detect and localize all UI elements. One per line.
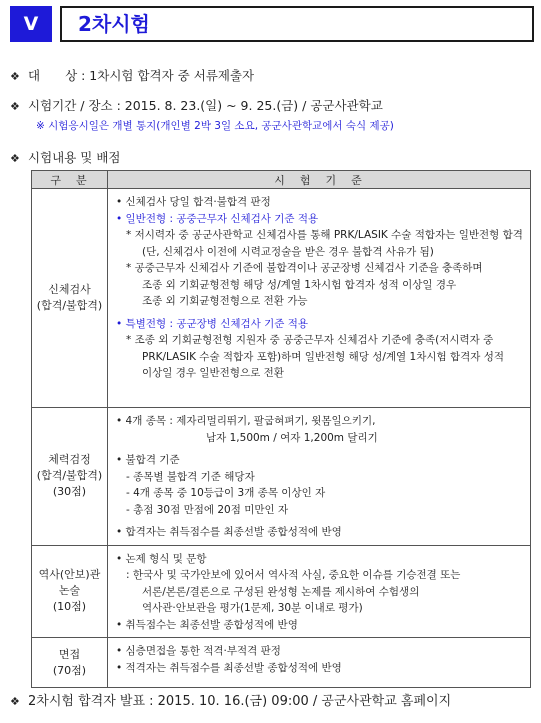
content-text: 시험내용 및 배점 <box>28 150 121 165</box>
table-row <box>32 638 531 688</box>
row-label <box>32 545 108 638</box>
row-label-line: (30점) <box>52 485 87 499</box>
row-content <box>108 189 531 408</box>
criteria-line: : 한국사 및 국가안보에 있어서 역사적 사실, 중요한 이슈를 기승전결 또는 <box>126 569 461 581</box>
criteria-line: * 저시력자 중 공군사관학교 신체검사를 통해 PRK/LASIK 수술 적합자는 일반전형 합격 <box>126 229 523 241</box>
announce-text: 2차시험 합격자 발표 : 2015. 10. 16.(금) 09:00 / 공군사관학교 홈페이지 <box>28 694 452 709</box>
row-label-line: 논술 <box>58 584 81 598</box>
row-label <box>32 408 108 546</box>
criteria-line: • 논제 형식 및 문항 <box>116 552 207 565</box>
criteria-line: 남자 1,500m / 여자 1,200m 달리기 <box>206 431 378 444</box>
criteria-line: • 적격자는 취득점수를 최종선발 종합성적에 반영 <box>116 661 342 674</box>
criteria-line: * 공중근무자 신체검사 기준에 불합격이나 공군장병 신체검사 기준을 충족하며 <box>126 262 483 274</box>
row-label-line: (합격/불합격) <box>36 469 103 483</box>
announce-line <box>10 690 451 709</box>
row-label-line: 신체검사 <box>48 283 91 296</box>
criteria-line: • 4개 종목 : 제자리멀리뛰기, 팔굽혀펴기, 윗몸일으키기, <box>116 415 376 427</box>
section-header <box>10 6 534 42</box>
diamond-bullet-icon: ❖ <box>10 152 20 165</box>
header-criteria: 시 험 기 준 <box>108 171 531 189</box>
row-content <box>108 545 531 638</box>
row-label <box>32 189 108 408</box>
row-label-line: (합격/불합격) <box>36 299 103 312</box>
period-text: 시험기간 / 장소 : 2015. 8. 23.(일) ~ 9. 25.(금) / 공군사관학교 <box>28 98 383 113</box>
section-title: 2차시험 <box>60 6 534 42</box>
criteria-line: • 신체검사 당일 합격·불합격 판정 <box>116 196 271 208</box>
row-content <box>108 408 531 546</box>
diamond-bullet-icon: ❖ <box>10 695 20 708</box>
exam-table <box>31 170 531 688</box>
criteria-line: • 불합격 기준 <box>116 454 180 466</box>
period-line <box>10 96 383 114</box>
criteria-line: (단, 신체검사 이전에 시력교정술을 받은 경우 불합격 사유가 됨) <box>142 245 434 258</box>
section-number: V <box>10 6 52 42</box>
criteria-line: • 특별전형 : 공군장병 신체검사 기준 적용 <box>116 317 309 330</box>
table-row <box>32 545 531 638</box>
target-text: 대 상 : 1차시험 합격자 중 서류제출자 <box>28 68 255 83</box>
criteria-line: • 일반전형 : 공중근무자 신체검사 기준 적용 <box>116 212 319 225</box>
criteria-line: 조종 외 기회균형전형으로 전환 가능 <box>142 295 308 307</box>
criteria-line: • 심층면접을 통한 적격·부적격 판정 <box>116 645 281 657</box>
content-heading <box>10 148 120 166</box>
criteria-line: * 조종 외 기회균형전형 지원자 중 공중근무자 신체검사 기준에 충족(저시력자 중 <box>126 334 494 346</box>
row-label-line: 역사(안보)관 <box>38 568 101 582</box>
diamond-bullet-icon: ❖ <box>10 70 20 83</box>
criteria-line: PRK/LASIK 수술 적합자 포함)하며 일반전형 해당 성/계열 1차시험 합격자 성적 <box>142 350 505 363</box>
criteria-line: • 취득점수는 최종선발 종합성적에 반영 <box>116 618 298 631</box>
target-line <box>10 66 254 84</box>
criteria-line: - 종목별 불합격 기준 해당자 <box>126 470 255 483</box>
criteria-line: - 총점 30점 만점에 20점 미만인 자 <box>126 503 289 516</box>
criteria-line: 서론/본론/결론으로 구성된 완성형 논제를 제시하여 수험생의 <box>142 585 420 598</box>
header-category: 구 분 <box>32 171 108 189</box>
diamond-bullet-icon: ❖ <box>10 100 20 113</box>
row-label-line: (10점) <box>52 600 87 614</box>
row-label-line: (70점) <box>52 663 87 677</box>
table-row <box>32 189 531 408</box>
criteria-line: 조종 외 기회균형전형 해당 성/계열 1차시험 합격자 성적 이상일 경우 <box>142 278 457 291</box>
row-label-line: 면접 <box>58 647 81 661</box>
criteria-line: 역사관·안보관을 평가(1문제, 30분 이내로 평가) <box>142 602 363 614</box>
row-content <box>108 638 531 688</box>
criteria-line: - 4개 종목 중 10등급이 3개 종목 이상인 자 <box>126 487 326 499</box>
table-header-row <box>32 171 531 189</box>
table-row <box>32 408 531 546</box>
criteria-line: • 합격자는 취득점수를 최종선발 종합성적에 반영 <box>116 526 342 538</box>
criteria-line: 이상일 경우 일반전형으로 전환 <box>142 367 284 379</box>
period-note: ※ 시험응시일은 개별 통지(개인별 2박 3일 소요, 공군사관학교에서 숙식 제공) <box>36 120 394 132</box>
row-label <box>32 638 108 688</box>
row-label-line: 체력검정 <box>48 453 91 467</box>
